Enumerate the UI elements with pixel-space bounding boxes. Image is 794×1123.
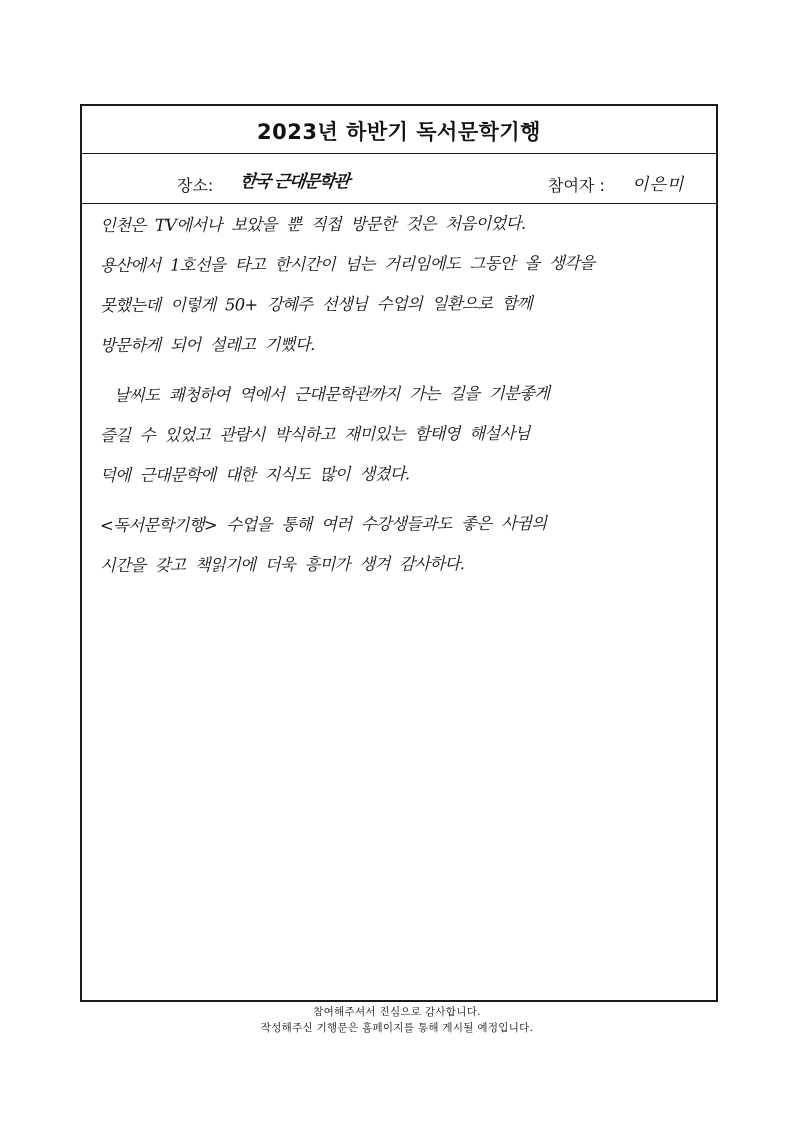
essay-line: 즐길 수 있었고 관람시 박식하고 재미있는 함태영 해설사님 — [99, 423, 530, 445]
info-row — [82, 154, 716, 204]
participant-label: 참여자 : — [548, 176, 605, 195]
essay-line: 못했는데 이렇게 50+ 강혜주 선생님 수업의 일환으로 함께 — [99, 293, 533, 315]
essay-line: 덕에 근대문학에 대한 지식도 많이 생겼다. — [99, 464, 410, 485]
travelogue-form — [80, 104, 718, 1002]
footer-thanks: 참여해주셔서 진심으로 감사합니다. — [313, 1006, 481, 1018]
form-title: 2023년 하반기 독서문학기행 — [257, 119, 541, 144]
essay-body — [82, 206, 716, 586]
essay-line: 용산에서 1호선을 타고 한시간이 넘는 거리임에도 그동안 올 생각을 — [99, 253, 595, 275]
place-label: 장소: — [177, 176, 214, 195]
essay-line: 시간을 갖고 책읽기에 더욱 흥미가 생겨 감사하다. — [99, 554, 465, 575]
participant-value: 이은미 — [632, 175, 685, 195]
footer-notice: 작성해주신 기행문은 홈페이지를 통해 게시될 예정입니다. — [260, 1022, 534, 1034]
essay-line: 날씨도 쾌청하여 역에서 근대문학관까지 가는 길을 기분좋게 — [113, 383, 550, 405]
essay-line: 방문하게 되어 설레고 기뻤다. — [99, 334, 315, 355]
place-value: 한국 근대문학관 — [238, 172, 350, 192]
title-row — [82, 106, 716, 154]
essay-line: <독서문학기행> 수업을 통해 여러 수강생들과도 좋은 사귐의 — [99, 513, 547, 535]
essay-line: 인천은 TV에서나 보았을 뿐 직접 방문한 것은 처음이었다. — [99, 213, 526, 235]
